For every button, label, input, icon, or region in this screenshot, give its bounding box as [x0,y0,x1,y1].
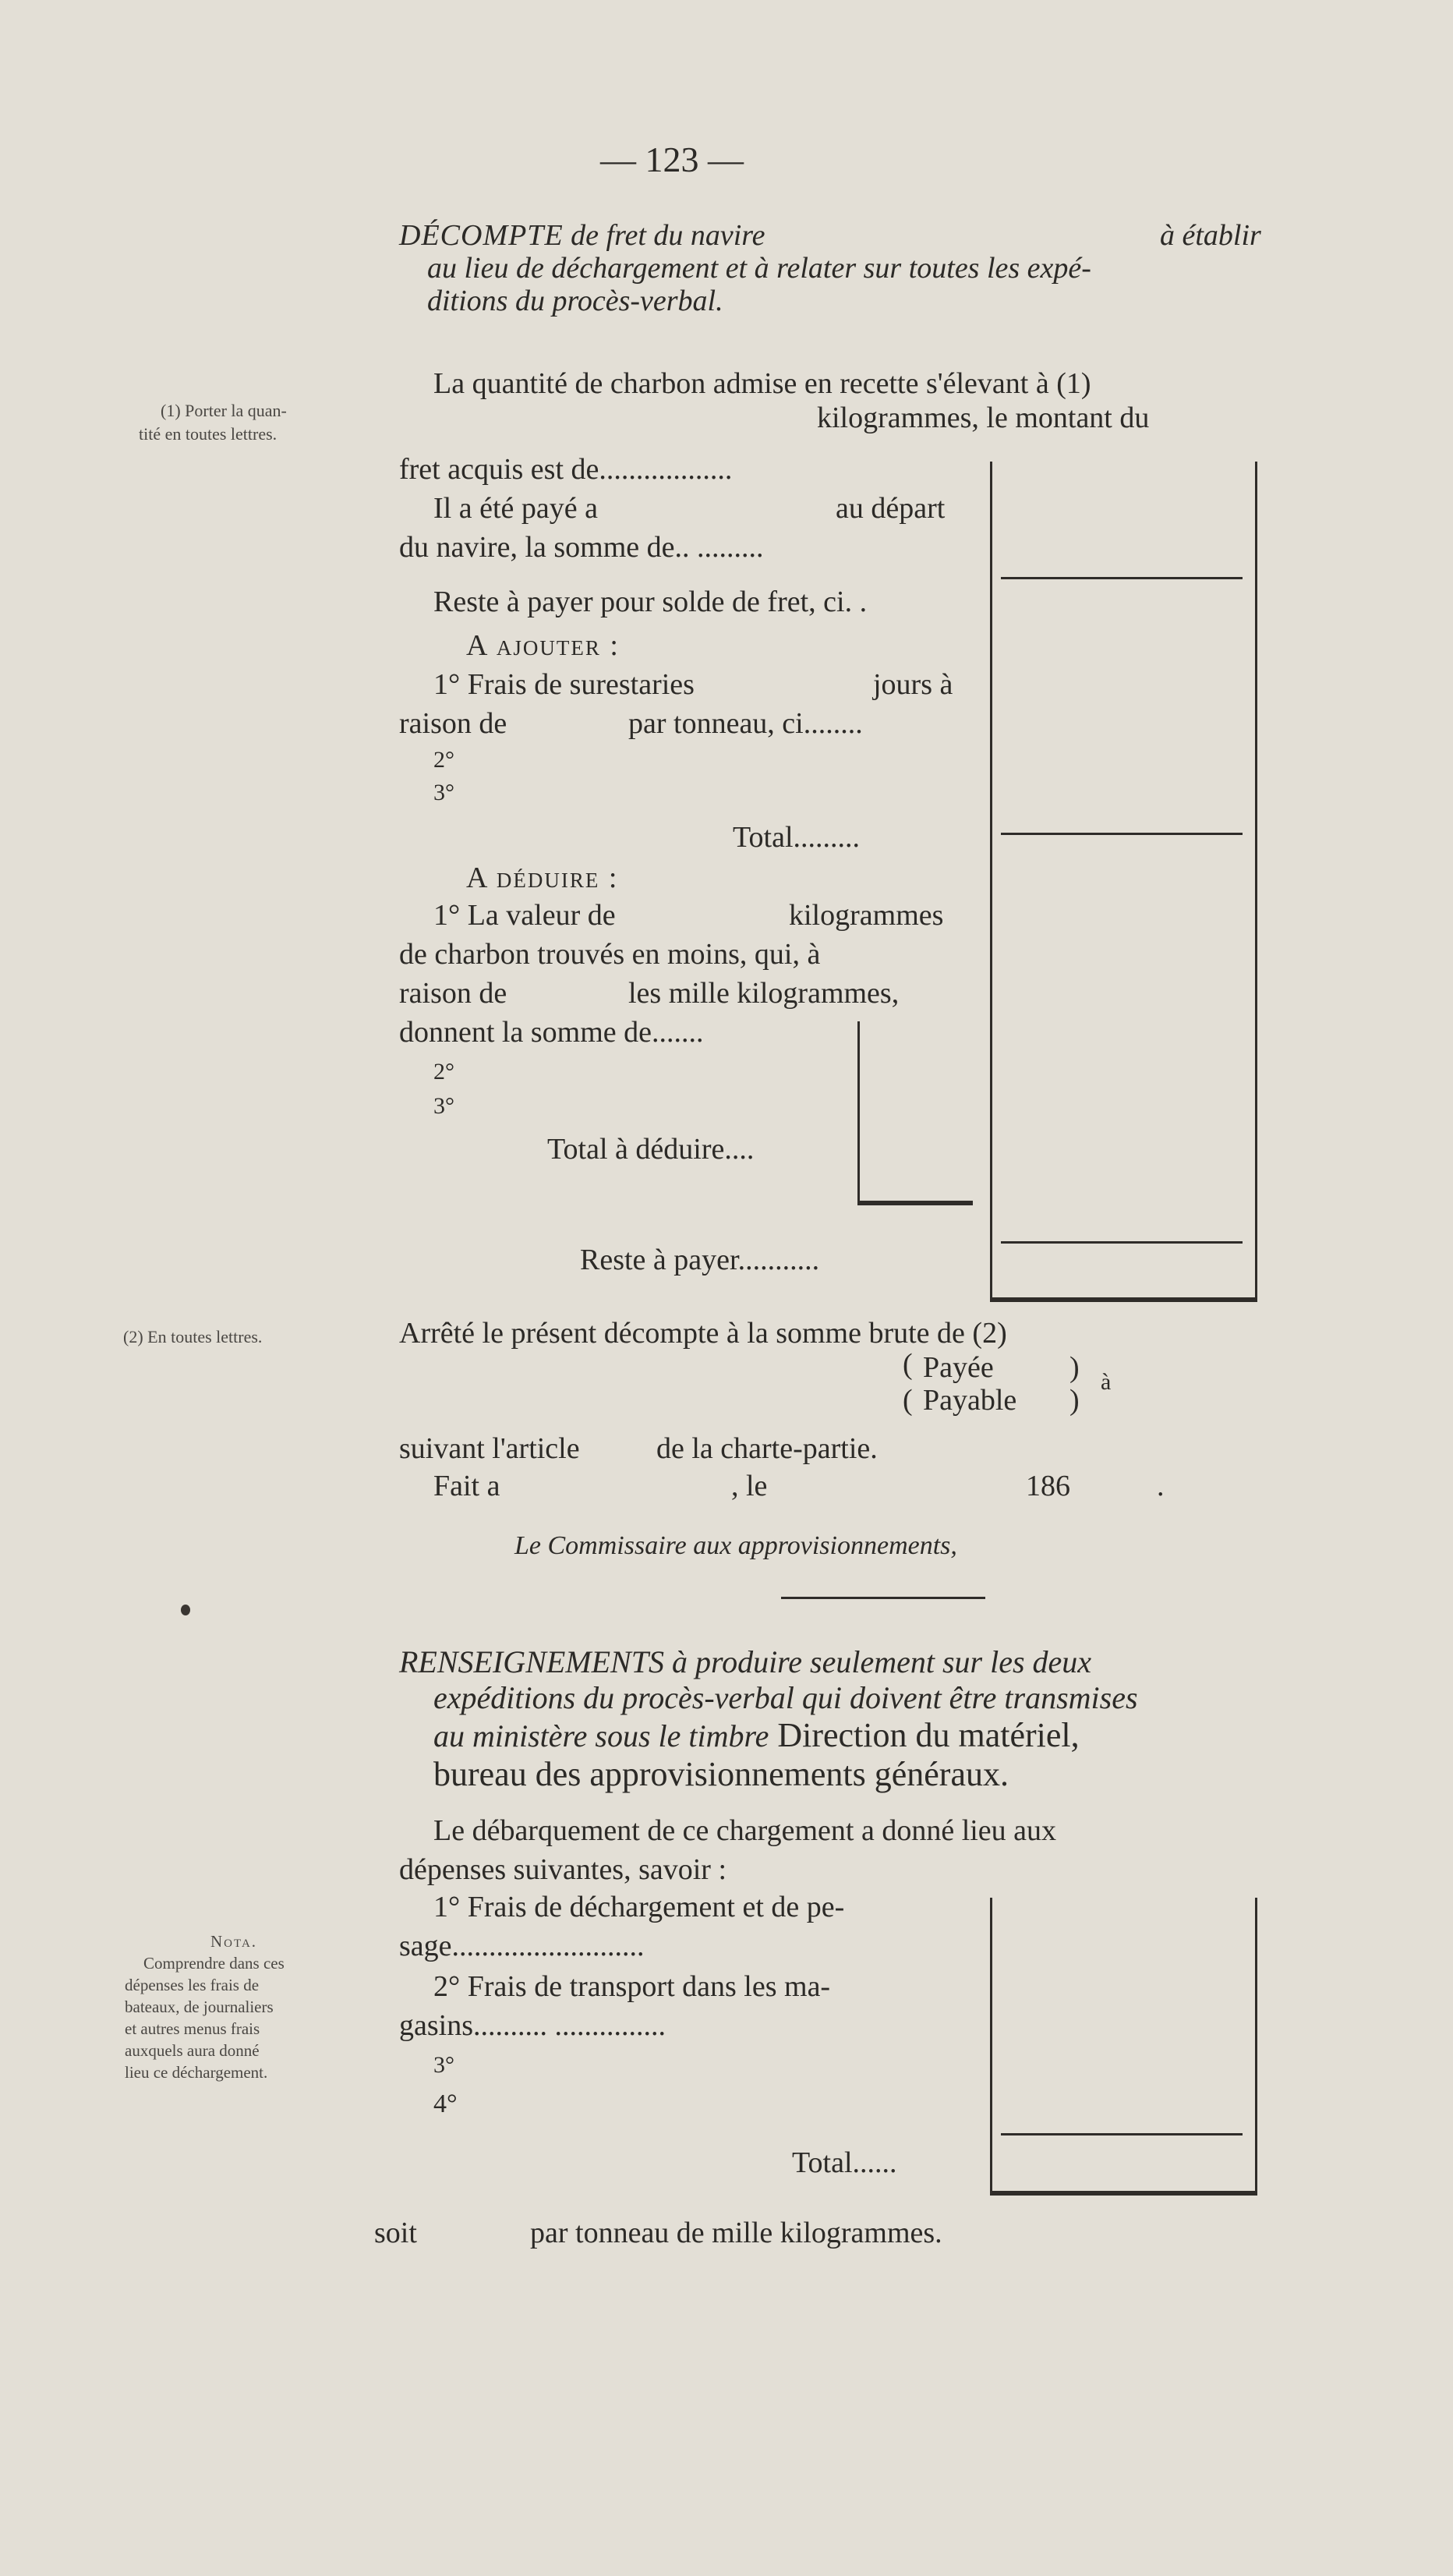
par-tonneau: par tonneau, ci........ [628,707,863,740]
date-le: , le [731,1470,768,1502]
renseignements-heading-line3 [433,1715,1080,1755]
amount-rule-total [1001,833,1243,835]
decompte-heading-line1 [399,218,765,253]
renseignements-heading-line4: bureau des approvisionnements généraux. [433,1755,1009,1793]
jours-a: jours à [873,668,953,701]
deduction-column-rule [857,1021,860,1205]
item-2b: 2° [433,1059,454,1085]
amount-rule-reste [1001,1241,1243,1244]
margin-note-1 [139,399,287,446]
paye-a: Il a été payé a [433,492,598,525]
soit-label: soit [374,2217,417,2249]
debarquement-line2: dépenses suivantes, savoir : [399,1853,727,1886]
renseignements-heading-line2: expéditions du procès-verbal qui doivent être transmises [433,1680,1138,1715]
valeur-de: 1° La valeur de [433,899,616,932]
payee-label: Payée [923,1351,994,1384]
renseignements-column-right-rule [1255,1898,1257,2194]
margin-note-1-line1: (1) Porter la quan- [161,401,287,420]
item-2: 2° [433,747,454,773]
donnent: donnent la somme de....... [399,1016,704,1049]
frais-surestaries: 1° Frais de surestaries [433,668,695,701]
reste-payer-solde: Reste à payer pour solde de fret, ci. . [433,586,868,618]
decompte-heading-rest: de fret du navire [563,219,765,252]
renseignements-timbre: au ministère sous le timbre [433,1718,769,1753]
item-3-renseignements: 3° [433,2052,454,2078]
margin-note-2: (2) En toutes lettres. [123,1327,263,1346]
gasins-line: gasins.......... ............... [399,2009,666,2042]
brace-left-bottom: ( [903,1384,913,1417]
nota-line-4: et autres menus frais [125,2019,260,2038]
nota-line-1: Comprendre dans ces [143,1954,285,1973]
item-4-renseignements: 4° [433,2089,458,2118]
a-deduire-label: A déduire : [466,862,619,894]
mille-kilos: les mille kilogrammes, [628,977,900,1010]
renseignements-heading-rest: à produire seulement sur les deux [663,1644,1092,1679]
frais-dechargement: 1° Frais de déchargement et de pe- [433,1891,845,1923]
arrete-line: Arrêté le présent décompte à la somme brute de (2) [399,1317,1007,1350]
nota-line-6: lieu ce déchargement. [125,2063,268,2082]
renseignements-heading-bold: RENSEIGNEMENTS [399,1644,664,1679]
renseignements-heading-line1 [399,1644,1091,1680]
total-ajouter: Total......... [733,821,861,854]
fret-acquis: fret acquis est de.................. [399,453,733,486]
signature-commissaire: Le Commissaire aux approvisionnements, [514,1531,957,1560]
item-3: 3° [433,780,454,805]
total-deduire: Total à déduire.... [547,1133,755,1166]
section-divider [781,1597,985,1599]
reste-a-payer: Reste à payer........... [580,1244,820,1276]
brace-left-top: ( [903,1348,913,1381]
renseignements-column-left-rule [990,1898,992,2191]
au-depart: au départ [836,492,946,525]
a-label: à [1101,1369,1112,1395]
frais-transport: 2° Frais de transport dans les ma- [433,1970,831,2003]
item-3b: 3° [433,1093,454,1119]
nota-line-5: auxquels aura donné [125,2041,260,2060]
debarquement-line1: Le débarquement de ce chargement a donné lieu aux [433,1814,1057,1847]
fait-a: Fait a [433,1470,500,1502]
nota-margin-note [125,1930,285,2083]
nota-line-3: bateaux, de journaliers [125,1997,274,2016]
amount-rule-solde [1001,577,1243,579]
renseignements-direction: Direction du matériel, [769,1716,1080,1754]
decompte-heading-line3: ditions du procès-verbal. [427,285,723,317]
par-tonneau-mille: par tonneau de mille kilogrammes. [530,2217,942,2249]
charbon-moins: de charbon trouvés en moins, qui, à [399,938,821,971]
intro-line1: La quantité de charbon admise en recette s'élevant à (1) [433,367,1091,400]
raison-de: raison de [399,707,507,740]
a-ajouter-label: A ajouter : [466,629,620,662]
ink-spot [181,1605,190,1615]
renseignements-bottom-rule [990,2191,1257,2196]
suivant-article: suivant l'article [399,1432,580,1465]
page-number: — 123 — [600,140,744,179]
decompte-heading-line2: au lieu de déchargement et à relater sur toutes les expé- [427,252,1091,285]
deduction-total-rule [857,1201,973,1205]
nota-line-2: dépenses les frais de [125,1976,260,1994]
total-renseignements: Total...... [792,2146,897,2179]
decompte-heading-bold: DÉCOMPTE [399,219,564,252]
kilogrammes-label: kilogrammes [789,899,944,932]
decompte-heading-right: à établir [1160,219,1261,252]
sage-line: sage.......................... [399,1930,645,1962]
amount-column-left-rule [990,462,992,1297]
renseignements-total-rule [1001,2133,1243,2135]
margin-note-1-line2: tité en toutes lettres. [139,424,278,444]
annee: 186 [1026,1470,1070,1502]
raison-de-2: raison de [399,977,507,1010]
nota-title: Nota. [210,1932,258,1951]
annee-point: . [1157,1470,1165,1502]
intro-line2: kilogrammes, le montant du [817,402,1150,434]
brace-right-bottom: ) [1069,1384,1080,1417]
brace-right-top: ) [1069,1351,1080,1384]
charte-partie: de la charte-partie. [656,1432,878,1465]
amount-rule-bottom [990,1297,1257,1302]
amount-column-right-rule [1255,462,1257,1300]
payable-label: Payable [923,1384,1017,1417]
du-navire: du navire, la somme de.. ......... [399,531,764,564]
